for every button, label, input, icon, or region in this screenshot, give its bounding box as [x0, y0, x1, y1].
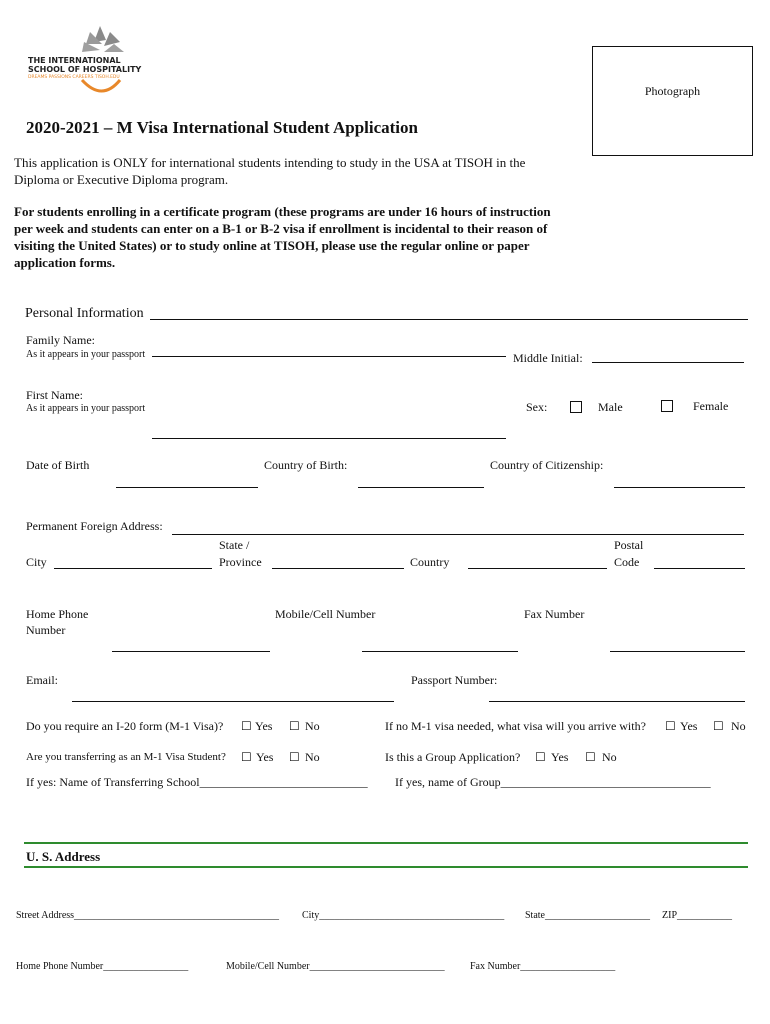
transferring-question: Are you transferring as an M-1 Visa Student?: [26, 751, 226, 763]
personal-info-heading: Personal Information: [25, 306, 144, 321]
photograph-box: [592, 46, 753, 156]
home-phone-label-2: Number: [26, 623, 66, 637]
us-mobile-field[interactable]: Mobile/Cell Number___________________________: [226, 961, 445, 972]
group-no-checkbox[interactable]: ☐: [585, 750, 596, 764]
us-address-bottom-rule: [24, 866, 748, 868]
country-birth-label: Country of Birth:: [264, 458, 348, 472]
i20-yes-checkbox[interactable]: ☐: [241, 719, 252, 733]
mobile-label: Mobile/Cell Number: [275, 607, 376, 621]
us-fax-field[interactable]: Fax Number___________________: [470, 961, 616, 972]
country-field[interactable]: [468, 568, 607, 569]
logo-tagline: DREAMS PASSIONS CAREERS TISOH.EDU: [28, 75, 120, 80]
no-m1-no-label: No: [731, 719, 746, 733]
group-no-label: No: [602, 750, 617, 764]
middle-initial-field[interactable]: [592, 362, 744, 363]
email-label: Email:: [26, 673, 58, 687]
sex-label: Sex:: [526, 400, 548, 414]
state-field[interactable]: [272, 568, 404, 569]
dob-label: Date of Birth: [26, 458, 90, 472]
perm-address-field[interactable]: [172, 534, 744, 535]
country-birth-field[interactable]: [358, 487, 484, 488]
photograph-label: Photograph: [644, 84, 701, 98]
us-city-field[interactable]: City_____________________________________: [302, 910, 505, 921]
sex-male-checkbox[interactable]: [570, 401, 582, 413]
dob-field[interactable]: [116, 487, 258, 488]
group-name-field[interactable]: If yes, name of Group___________________________________: [395, 775, 711, 789]
country-citizenship-label: Country of Citizenship:: [490, 458, 604, 472]
family-name-hint: As it appears in your passport: [26, 349, 146, 360]
transferring-yes-label: Yes: [256, 750, 274, 764]
email-field[interactable]: [72, 701, 394, 702]
us-state-field[interactable]: State_____________________: [525, 910, 650, 921]
country-label: Country: [410, 555, 450, 569]
state-label-2: Province: [219, 555, 262, 569]
first-name-label: First Name:: [26, 388, 83, 402]
city-field[interactable]: [54, 568, 212, 569]
middle-initial-label: Middle Initial:: [513, 351, 583, 365]
logo-line1: THE INTERNATIONAL: [28, 56, 121, 65]
no-m1-yes-label: Yes: [680, 719, 698, 733]
transferring-yes-checkbox[interactable]: ☐: [241, 750, 252, 764]
postal-field[interactable]: [654, 568, 745, 569]
passport-field[interactable]: [489, 701, 745, 702]
perm-address-label: Permanent Foreign Address:: [26, 519, 163, 533]
home-phone-label-1: Home Phone: [26, 607, 89, 621]
logo-line2: SCHOOL OF HOSPITALITY: [28, 65, 142, 74]
sex-female-label: Female: [693, 399, 729, 413]
school-logo: [24, 22, 144, 100]
state-label-1: State /: [219, 538, 250, 552]
page-title: 2020-2021 – M Visa International Student Application: [26, 118, 418, 137]
first-name-hint: As it appears in your passport: [26, 403, 146, 414]
home-phone-field[interactable]: [112, 651, 270, 652]
no-m1-yes-checkbox[interactable]: ☐: [665, 719, 676, 733]
i20-yes-label: Yes: [255, 719, 273, 733]
no-m1-question: If no M-1 visa needed, what visa will you arrive with?: [385, 719, 646, 733]
transferring-no-checkbox[interactable]: ☐: [289, 750, 300, 764]
us-street-field[interactable]: Street Address_________________________________________: [16, 910, 280, 921]
us-home-phone-field[interactable]: Home Phone Number_________________: [16, 961, 189, 972]
family-name-field[interactable]: [152, 356, 506, 357]
postal-label-1: Postal: [614, 538, 644, 552]
no-m1-no-checkbox[interactable]: ☐: [713, 719, 724, 733]
transferring-no-label: No: [305, 750, 320, 764]
personal-info-rule: [150, 319, 748, 320]
group-question: Is this a Group Application?: [385, 750, 521, 764]
sex-female-checkbox[interactable]: [661, 400, 673, 412]
i20-no-label: No: [305, 719, 320, 733]
transfer-school-field[interactable]: If yes: Name of Transferring School____________________________: [26, 775, 368, 789]
fax-label: Fax Number: [524, 607, 585, 621]
mobile-field[interactable]: [362, 651, 518, 652]
fax-field[interactable]: [610, 651, 745, 652]
country-citizenship-field[interactable]: [614, 487, 745, 488]
i20-question: Do you require an I-20 form (M-1 Visa)?: [26, 719, 224, 733]
city-label: City: [26, 555, 47, 569]
sex-male-label: Male: [598, 400, 623, 414]
group-yes-label: Yes: [551, 750, 569, 764]
postal-label-2: Code: [614, 555, 640, 569]
group-yes-checkbox[interactable]: ☐: [535, 750, 546, 764]
us-zip-field[interactable]: ZIP___________: [662, 910, 732, 921]
us-address-top-rule: [24, 842, 748, 844]
first-name-field[interactable]: [152, 438, 506, 439]
intro-text: This application is ONLY for international students intending to study in the USA at TISOH in the Diploma or Executive Diploma program.: [14, 155, 526, 187]
family-name-label: Family Name:: [26, 333, 95, 347]
us-address-heading: U. S. Address: [26, 849, 101, 864]
intro-bold-text: For students enrolling in a certificate program (these programs are under 16 hours of instruction per week and students can enter on a B-1 or B-2 visa if enrollment is incidental to their reason of visiting the United States) or to study online at TISOH, please use the regular online or paper application forms.: [14, 204, 551, 270]
i20-no-checkbox[interactable]: ☐: [289, 719, 300, 733]
passport-label: Passport Number:: [411, 673, 498, 687]
